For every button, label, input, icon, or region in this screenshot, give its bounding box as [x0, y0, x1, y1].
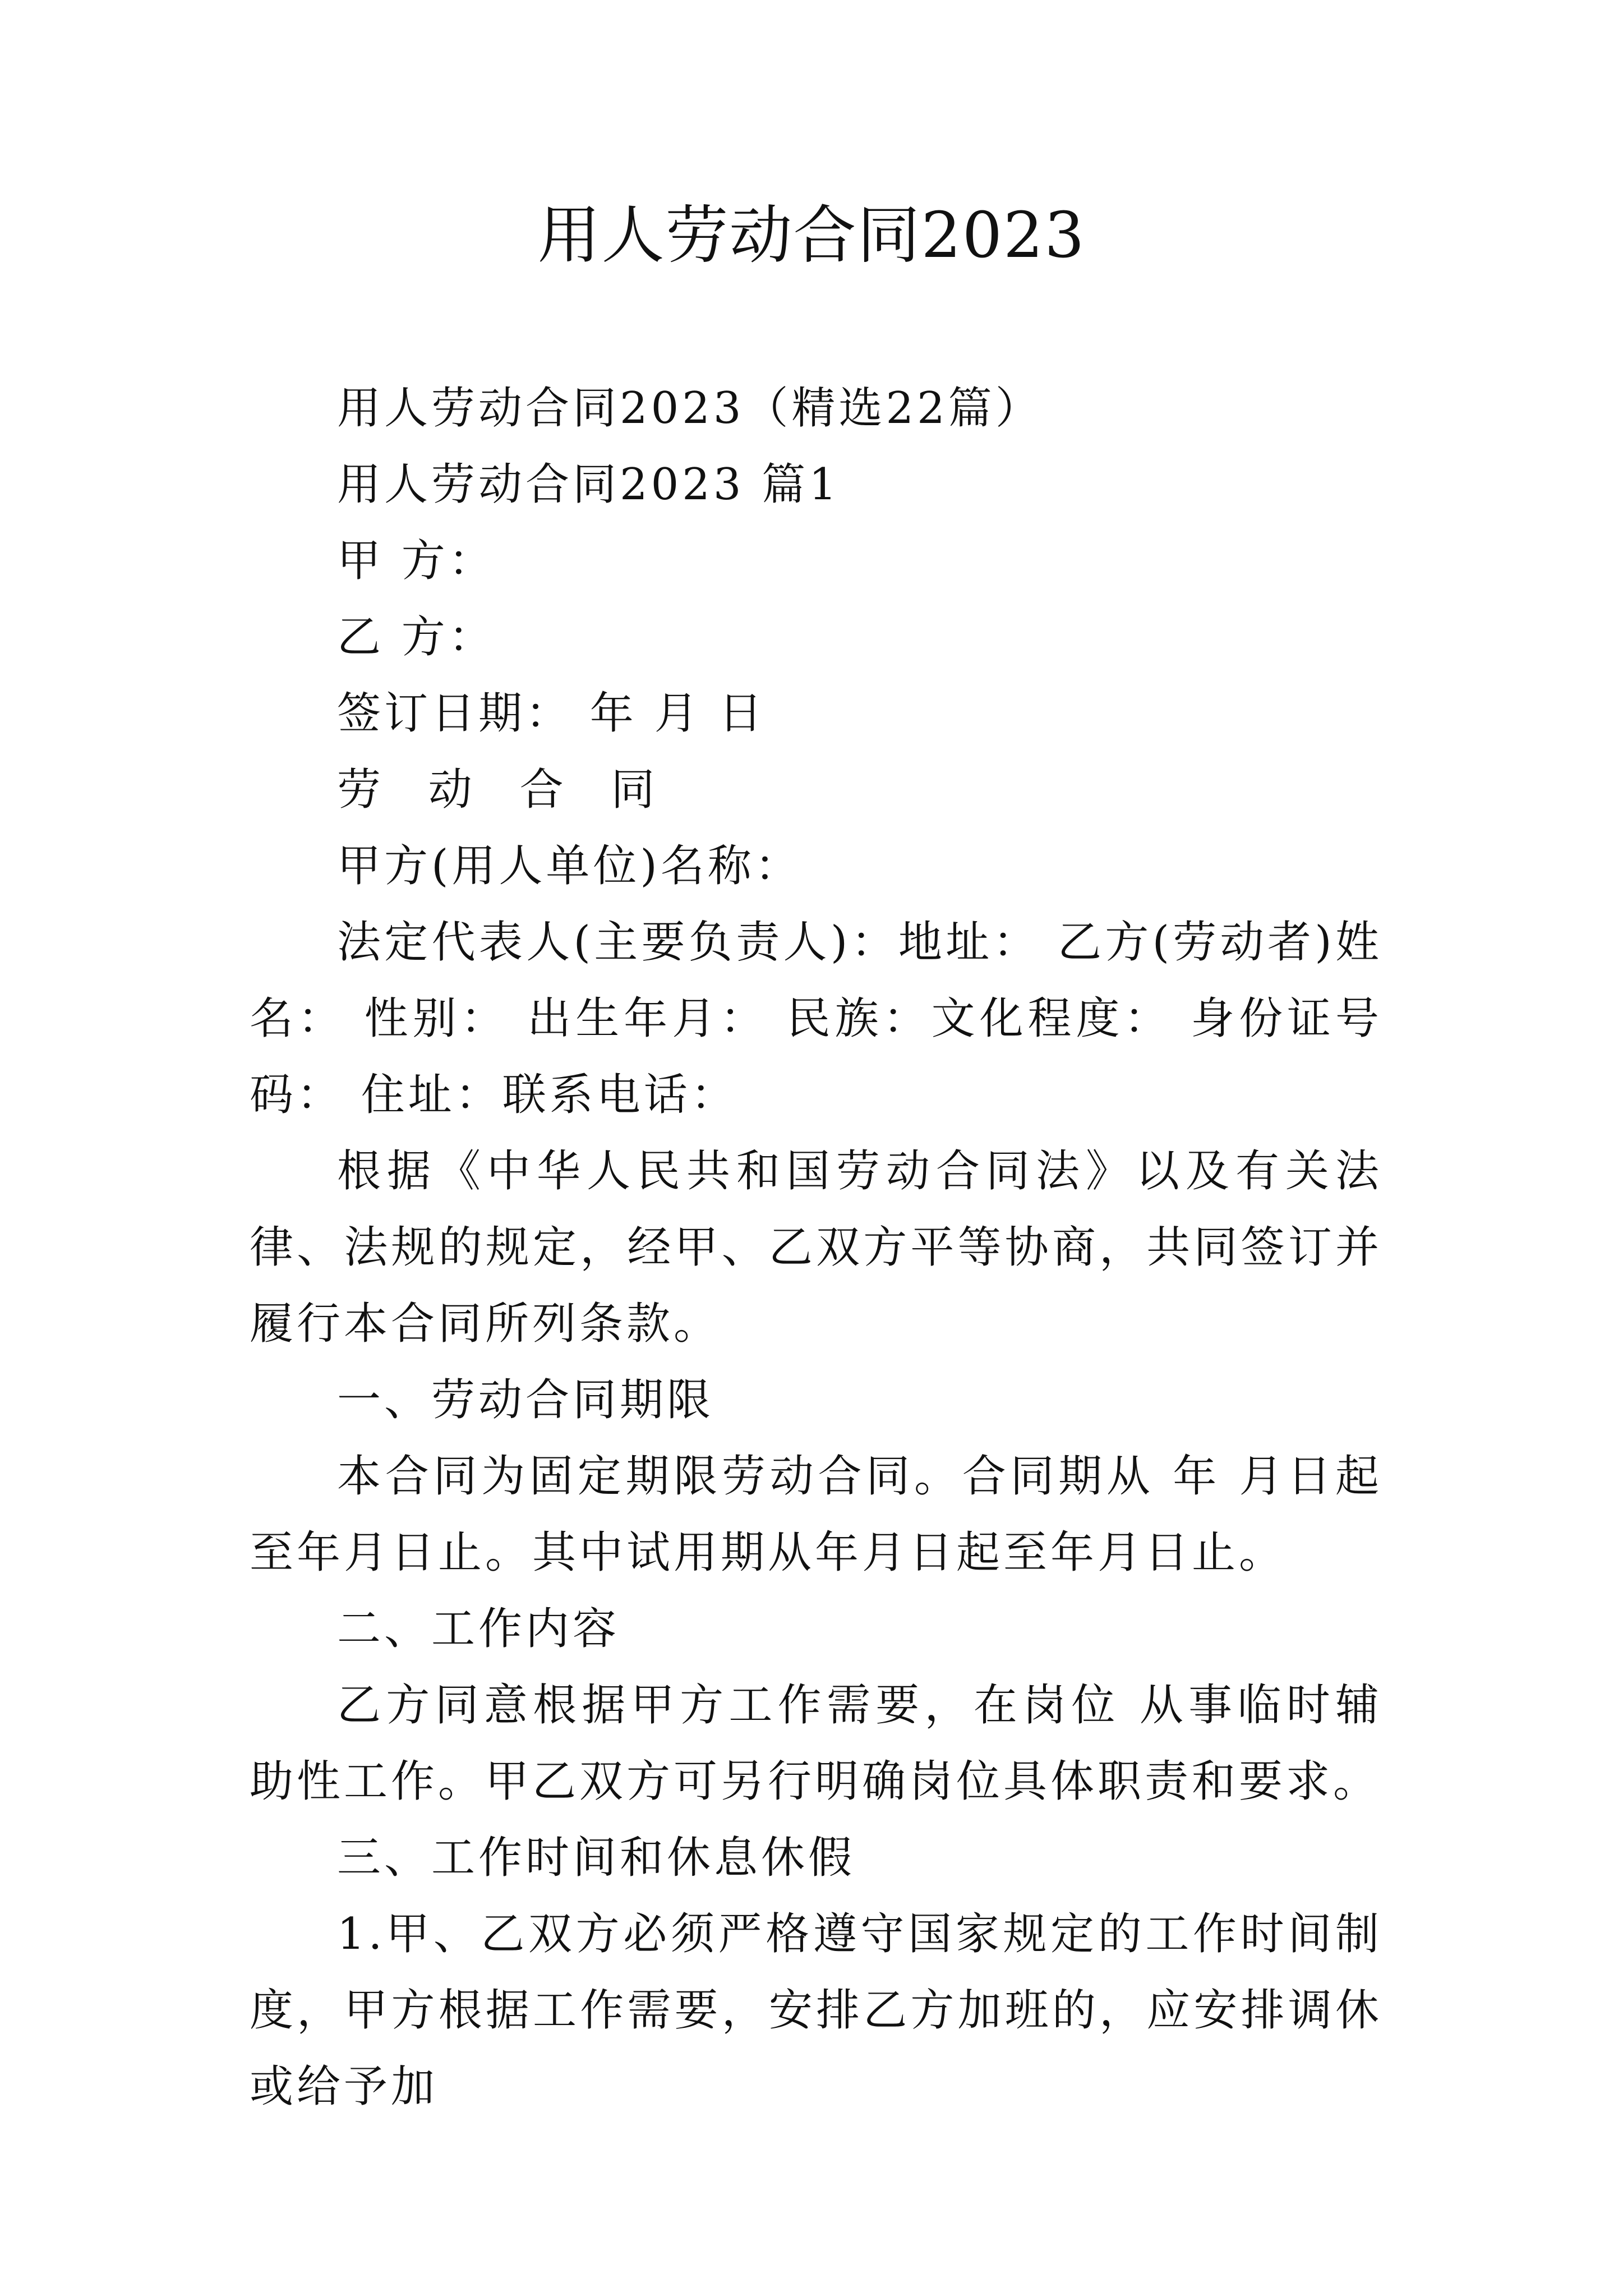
paragraph-hours-body: 1.甲、乙双方必须严格遵守国家规定的工作时间制度，甲方根据工作需要，安排乙方加班的，应安排调休或给予加 — [250, 1909, 1382, 2112]
paragraph-employer-name: 甲方(用人单位)名称： — [337, 841, 802, 891]
document-title: 用人劳动合同2023 — [537, 199, 1086, 272]
paragraph-signing-date: 签订日期： 年 月 日 — [337, 688, 766, 739]
paragraph-legal-basis: 根据《中华人民共和国劳动合同法》以及有关法律、法规的规定，经甲、乙双方平等协商，共同签订并履行本合同所列条款。 — [250, 1146, 1382, 1349]
paragraph-work-heading: 二、工作内容 — [337, 1604, 620, 1654]
paragraph-work-body: 乙方同意根据甲方工作需要，在岗位 从事临时辅助性工作。甲乙双方可另行明确岗位具体职责和要求。 — [250, 1680, 1382, 1807]
paragraph-party-a: 甲 方： — [337, 536, 496, 586]
paragraph-section-heading: 用人劳动合同2023 篇1 — [337, 459, 840, 510]
paragraph-term-heading: 一、劳动合同期限 — [337, 1375, 714, 1425]
paragraph-hours-heading: 三、工作时间和休息休假 — [337, 1833, 856, 1883]
paragraph-term-body: 本合同为固定期限劳动合同。合同期从 年 月日起至年月日止。其中试用期从年月日起至年月日止。 — [250, 1451, 1382, 1578]
paragraph-party-b: 乙 方： — [337, 612, 496, 662]
paragraph-subtitle: 用人劳动合同2023（精选22篇） — [337, 383, 1043, 434]
paragraph-employee-info: 法定代表人(主要负责人)：地址： 乙方(劳动者)姓名： 性别： 出生年月： 民族：文化程度： 身份证号码： 住址：联系电话： — [250, 917, 1382, 1120]
paragraph-contract-heading: 劳 动 合 同 — [337, 765, 672, 815]
document-body — [250, 370, 1382, 2125]
